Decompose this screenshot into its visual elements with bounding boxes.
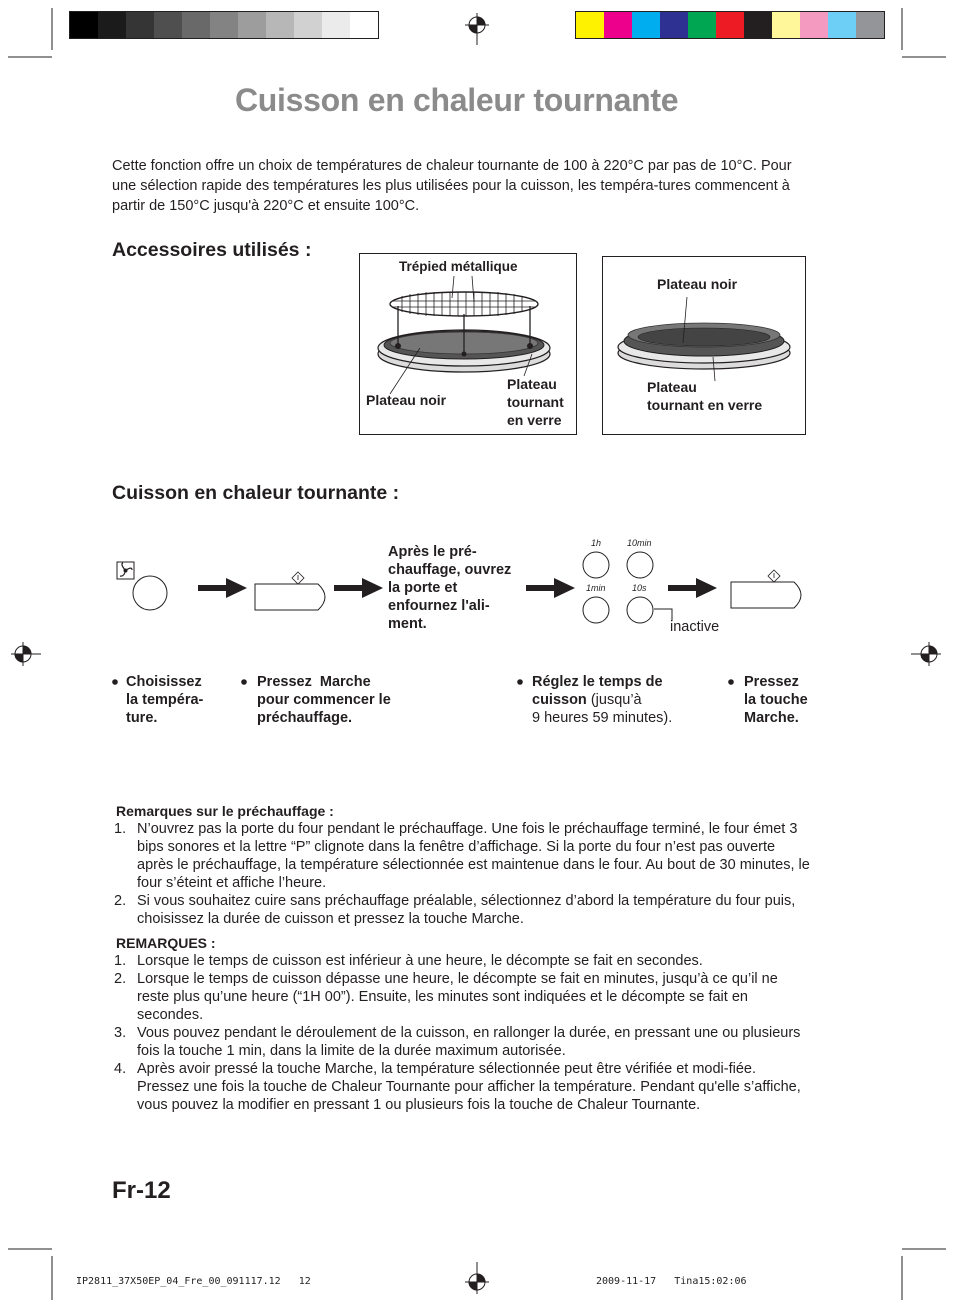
start-button-icon	[255, 584, 325, 610]
accessories-heading: Accessoires utilisés :	[112, 239, 312, 261]
caption-4-line-1: Pressez	[744, 674, 799, 690]
start-button-icon	[731, 582, 801, 608]
arrow-icon	[526, 578, 575, 598]
preheat-remark-item: 2. Si vous souhaitez cuire sans préchauffage préalable, sélectionnez d’abord la température du four puis, choisissez la durée de cuisson et pressez la touche Marche.	[114, 893, 796, 927]
convection-button-icon	[133, 576, 167, 610]
caption-3-line-3: 9 heures 59 minutes).	[532, 710, 673, 726]
key-1h-label: 1h	[591, 538, 602, 548]
section-heading: Cuisson en chaleur tournante :	[112, 482, 400, 504]
key-1min-icon	[583, 597, 609, 623]
label-plateau-tournant-verre-1: Plateau	[647, 379, 697, 395]
arrow-icon	[334, 578, 383, 598]
step-middle-line-3: la porte et	[388, 580, 458, 596]
preheat-remark-item: 1. N’ouvrez pas la porte du four pendant le préchauffage. Une fois le préchauffage terminé, le four émet 3 bips sonores et la lettre “P” clignote dans la fenêtre d’affichage. Si la porte du four n’est pas ouverte après le préchauffage, la température sélectionnée est maintenue dans le four. Au bout de 30 minutes, le four s’éteint et affiche l’heure.	[114, 821, 810, 891]
label-trepied: Trépied métallique	[399, 259, 518, 274]
caption-1-line-3: ture.	[126, 710, 158, 726]
arrow-icon	[668, 578, 717, 598]
key-1h-icon	[583, 552, 609, 578]
key-10min-label: 10min	[627, 538, 652, 548]
remark-item: 1. Lorsque le temps de cuisson est inférieur à une heure, le décompte se fait en secondes.	[114, 953, 703, 969]
step-middle-line-2: chauffage, ouvrez	[388, 562, 512, 578]
remarks	[112, 934, 812, 1114]
inactive-label: inactive	[670, 619, 720, 635]
label-plateau-noir-2: Plateau noir	[657, 276, 738, 292]
caption-3-line-1: Réglez le temps de	[532, 674, 663, 690]
label-plateau-tournant-2: tournant	[507, 394, 564, 410]
preheat-remarks	[112, 802, 812, 928]
page-number: Fr-12	[112, 1177, 171, 1204]
remarks-heading: REMARQUES :	[116, 935, 216, 951]
caption-1-line-2: la tempéra-	[126, 692, 204, 708]
registration-mark-icon	[465, 1262, 489, 1294]
caption-2-line-1: Pressez Marche	[257, 674, 371, 690]
caption-3-bold: cuisson	[532, 692, 587, 708]
intro-paragraph: Cette fonction offre un choix de températures de chaleur tournante de 100 à 220°C par pas de 10°C. Pour une sélection rapide des températures les plus utilisées pour la cuisson, les tempéra-tures commencent à partir de 150°C jusqu'à 220°C et ensuite 100°C.	[112, 158, 792, 214]
arrow-icon	[198, 578, 247, 598]
remark-item: 3. Vous pouvez pendant le déroulement de la cuisson, en rallonger la durée, en pressant une ou plusieurs fois la touche 1 min, dans la limite de la durée maximum autorisée.	[114, 1025, 801, 1059]
footer-timestamp: 2009-11-17 Tina15:02:06	[596, 1276, 747, 1287]
caption-4-line-3: Marche.	[744, 710, 799, 726]
page-title: Cuisson en chaleur tournante	[235, 82, 679, 118]
caption-3-rest: (jusqu’à	[586, 692, 642, 708]
caption-3-line-2	[532, 691, 642, 709]
caption-2-line-2: pour commencer le	[257, 692, 391, 708]
label-plateau-noir: Plateau noir	[366, 392, 447, 408]
preheat-remarks-heading: Remarques sur le préchauffage :	[116, 803, 334, 819]
step-middle-line-5: ment.	[388, 616, 427, 632]
step-middle-line-4: enfournez l'ali-	[388, 598, 490, 614]
step-middle-line-1: Après le pré-	[388, 544, 477, 560]
caption-4-line-2: la touche	[744, 692, 808, 708]
caption-2-line-3: préchauffage.	[257, 710, 353, 726]
key-1min-label: 1min	[586, 583, 606, 593]
key-10s-label: 10s	[632, 583, 647, 593]
label-plateau-tournant-1: Plateau	[507, 376, 557, 392]
footer-file-info: IP2811_37X50EP_04_Fre_00_091117.12 12	[76, 1276, 311, 1287]
key-10min-icon	[627, 552, 653, 578]
remark-item: 2. Lorsque le temps de cuisson dépasse une heure, le décompte se fait en minutes, jusqu’à ce qu’il ne reste plus qu’une heure (“1H 00”). Ensuite, les minutes sont indiquées et le décompte se fait en secondes.	[114, 971, 778, 1023]
label-plateau-tournant-3: en verre	[507, 412, 562, 428]
caption-1-line-1: Choisissez	[126, 674, 202, 690]
convection-icon	[117, 562, 134, 579]
label-plateau-tournant-verre-2: tournant en verre	[647, 397, 763, 413]
remark-item: 4. Après avoir pressé la touche Marche, la température sélectionnée peut être vérifiée et modi-fiée. Pressez une fois la touche de Chaleur Tournante pour afficher la température. Pendant qu'elle s’affiche, vous pouvez la modifier en pressant 1 ou plusieurs fois la touche de Chaleur Tournante.	[114, 1061, 801, 1113]
key-10s-icon	[627, 597, 653, 623]
